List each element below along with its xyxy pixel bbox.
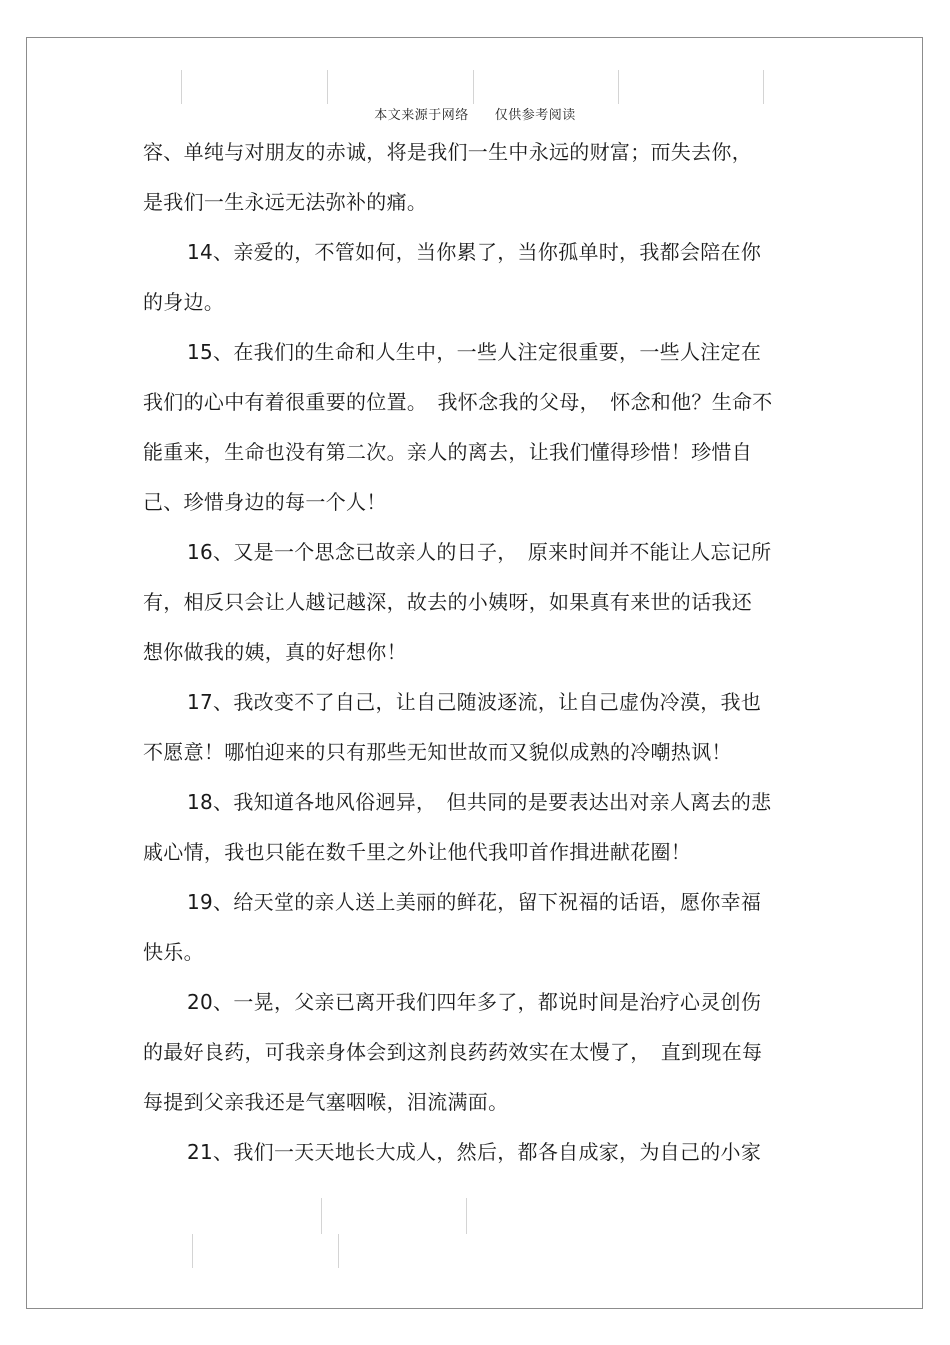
header-notice: 仅供参考阅读: [494, 108, 576, 123]
scan-line: [763, 70, 764, 104]
scan-line: [338, 1234, 339, 1268]
text-line: 21、我们一天天地长大成人，然后，都各自成家，为自己的小家: [187, 1140, 762, 1164]
text-line: 我们的心中有着很重要的位置。 我怀念我的父母， 怀念和他？生命不: [143, 390, 773, 414]
scan-line: [327, 70, 328, 104]
text-line: 是我们一生永远无法弥补的痛。: [143, 190, 428, 214]
scan-line: [192, 1234, 193, 1268]
text-line: 19、给天堂的亲人送上美丽的鲜花，留下祝福的话语，愿你幸福: [187, 890, 762, 914]
text-line: 己、珍惜身边的每一个人！: [143, 490, 387, 514]
text-line: 20、一晃，父亲已离开我们四年多了，都说时间是治疗心灵创伤: [187, 990, 762, 1014]
text-line: 快乐。: [143, 940, 204, 964]
scan-line: [321, 1198, 322, 1234]
text-line: 能重来，生命也没有第二次。亲人的离去，让我们懂得珍惜！珍惜自: [143, 440, 752, 464]
text-line: 有，相反只会让人越记越深，故去的小姨呀，如果真有来世的话我还: [143, 590, 752, 614]
text-line: 14、亲爱的，不管如何，当你累了，当你孤单时，我都会陪在你: [187, 240, 762, 264]
header-note: [0, 104, 950, 123]
text-line: 的身边。: [143, 290, 225, 314]
text-line: 的最好良药，可我亲身体会到这剂良药药效实在太慢了， 直到现在每: [143, 1040, 763, 1064]
text-line: 16、又是一个思念已故亲人的日子， 原来时间并不能让人忘记所: [187, 540, 772, 564]
scan-line: [466, 1198, 467, 1234]
text-line: 17、我改变不了自己，让自己随波逐流，让自己虚伪冷漠，我也: [187, 690, 762, 714]
text-line: 不愿意！哪怕迎来的只有那些无知世故而又貌似成熟的冷嘲热讽！: [143, 740, 732, 764]
scan-line: [618, 70, 619, 104]
text-line: 想你做我的姨，真的好想你！: [143, 640, 407, 664]
text-line: 18、我知道各地风俗迥异， 但共同的是要表达出对亲人离去的悲: [187, 790, 772, 814]
document-body: [143, 130, 803, 1180]
text-line: 容、单纯与对朋友的赤诚，将是我们一生中永远的财富；而失去你，: [143, 140, 752, 164]
scan-line: [473, 70, 474, 104]
text-line: 15、在我们的生命和人生中，一些人注定很重要，一些人注定在: [187, 340, 762, 364]
header-source: 本文来源于网络: [374, 108, 469, 123]
text-line: 每提到父亲我还是气塞咽喉，泪流满面。: [143, 1090, 509, 1114]
text-line: 戚心情，我也只能在数千里之外让他代我叩首作揖进献花圈！: [143, 840, 692, 864]
scan-line: [181, 70, 182, 104]
